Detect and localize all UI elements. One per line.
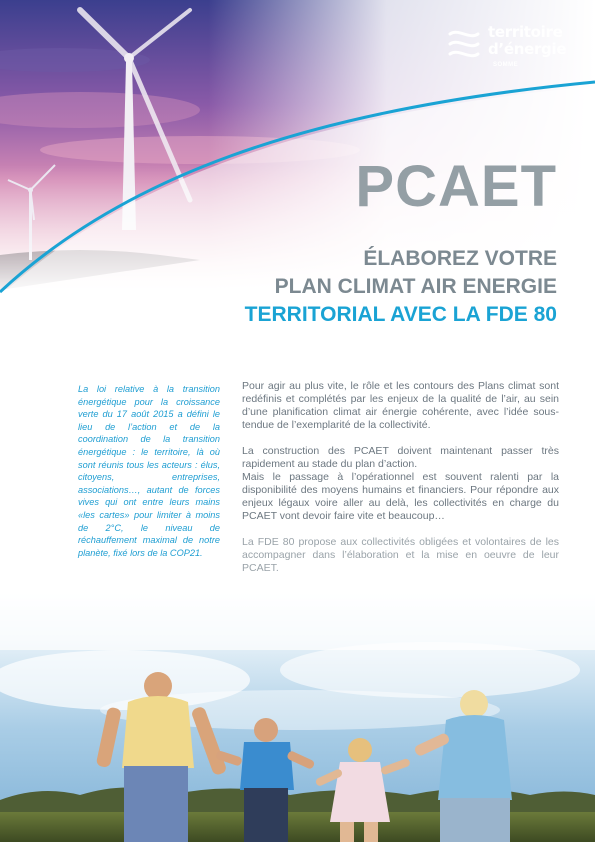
main-content <box>242 380 559 588</box>
brand-logo <box>444 22 584 78</box>
subtitle-line3: TERRITORIAL AVEC LA FDE 80 <box>244 303 557 326</box>
subtitle-line2: PLAN CLIMAT AIR ENERGIE <box>274 275 557 298</box>
sidebar-intro: La loi relative à la transition énergétique pour la croissance verte du 17 août 2015 a défini le lieu de l’action et de la coordination de la transition énergétique : le territoire, là où sont réunis tous les acteurs : élus, citoyens, entreprises, associations…, autant de forces vives qui ont entre leurs mains «les cartes» pour limiter à moins de 2°C, le niveau de réchauffement maximal de notre planète, fixé lors de la COP21. <box>78 384 220 558</box>
paragraph-2a: La construction des PCAET doivent maintenant passer très rapidement au stade du plan d’action. <box>242 445 559 470</box>
logo-text-line1: territoire <box>488 23 563 41</box>
subtitle-line1: ÉLABOREZ VOTRE <box>363 247 557 270</box>
logo-region: SOMME <box>493 62 519 68</box>
paragraph-2b: Mais le passage à l’opérationnel est souvent ralenti par la disponibilité des moyens humains et financiers. Pour répondre aux enjeux légaux voire aller au delà, les collectivités en charge du PCAET vont devoir faire vite et beaucoup… <box>242 471 559 522</box>
page-title: PCAET <box>355 154 557 219</box>
logo-mark-icon <box>444 24 484 64</box>
paragraph-1: Pour agir au plus vite, le rôle et les contours des Plans climat sont redéfinis et complétés par les enjeux de la qualité de l’air, au sein d’une planification climat air énergie cohérente, avec l’idée sous-tendue de l’exemplarité de la collectivité. <box>242 380 559 431</box>
page-subtitle <box>245 245 557 329</box>
paragraph-3: La FDE 80 propose aux collectivités obligées et volontaires de les accompagner dans l’élaboration et la mise en oeuvre de leur PCAET. <box>242 536 559 574</box>
family-photo <box>0 590 595 842</box>
logo-text-line2: d’énergie <box>488 40 567 58</box>
family-field-image <box>0 590 595 842</box>
